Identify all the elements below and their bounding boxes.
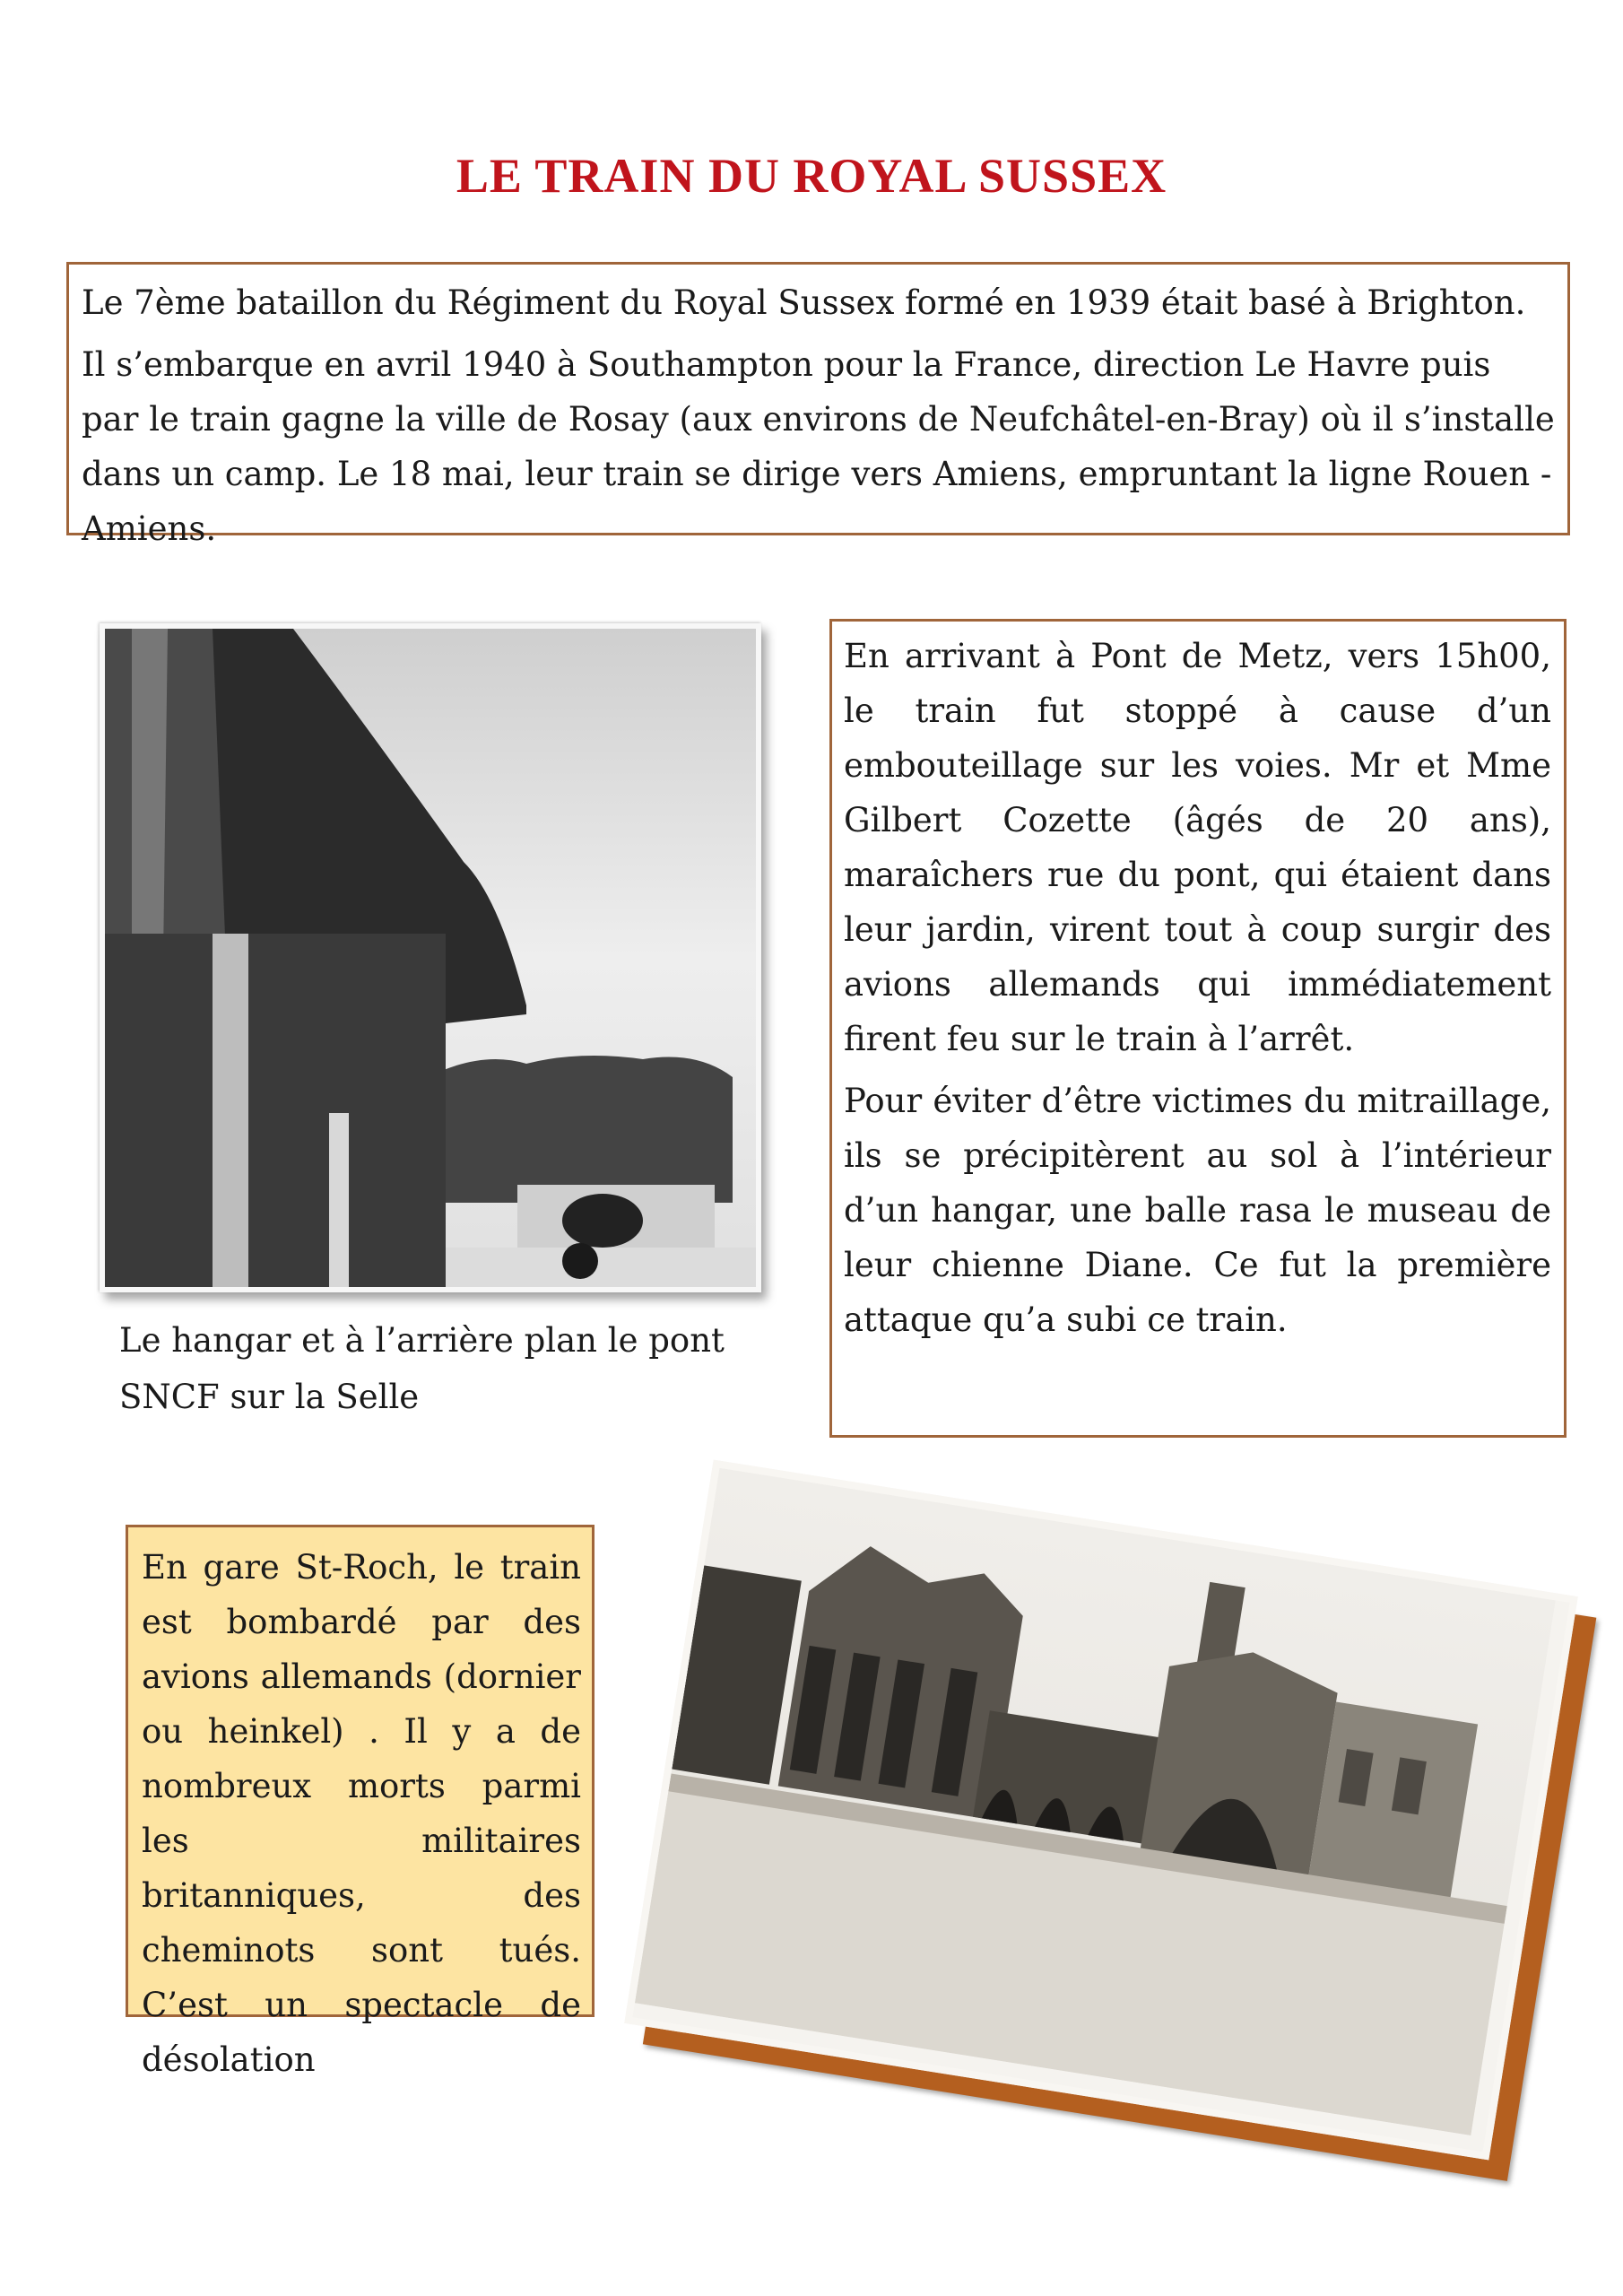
pont-de-metz-text-box bbox=[829, 619, 1567, 1438]
station-ruins-photo bbox=[624, 1460, 1577, 2161]
page-title: LE TRAIN DU ROYAL SUSSEX bbox=[456, 149, 1167, 203]
intro-paragraph-1: Le 7ème bataillon du Régiment du Royal Sussex formé en 1939 était basé à Brighton. bbox=[82, 283, 1526, 322]
hangar-photo-caption: Le hangar et à l’arrière plan le pont SNCF sur la Selle bbox=[119, 1321, 725, 1416]
right-paragraph-2: Pour éviter d’être victimes du mitraillage, ils se précipitèrent au sol à l’intérieur d’un hangar, une balle rasa le museau de leur chienne Diane. Ce fut la première attaque qu’a subi ce train. bbox=[844, 1082, 1551, 1339]
intro-paragraph-2: Il s’embarque en avril 1940 à Southampton pour la France, direction Le Havre puis par le train gagne la ville de Rosay (aux environs de Neufchâtel-en-Bray) où il s’installe dans un camp. Le 18 mai, leur train se dirige vers Amiens, empruntant la ligne Rouen - Amiens. bbox=[82, 345, 1555, 548]
hangar-photo-image bbox=[105, 629, 756, 1287]
st-roch-text-box: En gare St-Roch, le train est bombardé par des avions allemands (dornier ou heinkel) . Il y a de nombreux morts parmi les militaires britanniques, des cheminots sont tués. C’est un spectacle de désolation bbox=[126, 1525, 595, 2017]
hangar-photo bbox=[100, 623, 761, 1292]
intro-text-box bbox=[66, 262, 1570, 548]
station-ruins-image bbox=[635, 1468, 1556, 2135]
right-paragraph-1: En arrivant à Pont de Metz, vers 15h00, le train fut stoppé à cause d’un embouteillage sur les voies. Mr et Mme Gilbert Cozette (âgés de 20 ans), maraîchers rue du pont, qui étaient dans leur jardin, virent tout à coup surgir des avions allemands qui immédiatement firent feu sur le train à l’arrêt. bbox=[844, 637, 1551, 1058]
